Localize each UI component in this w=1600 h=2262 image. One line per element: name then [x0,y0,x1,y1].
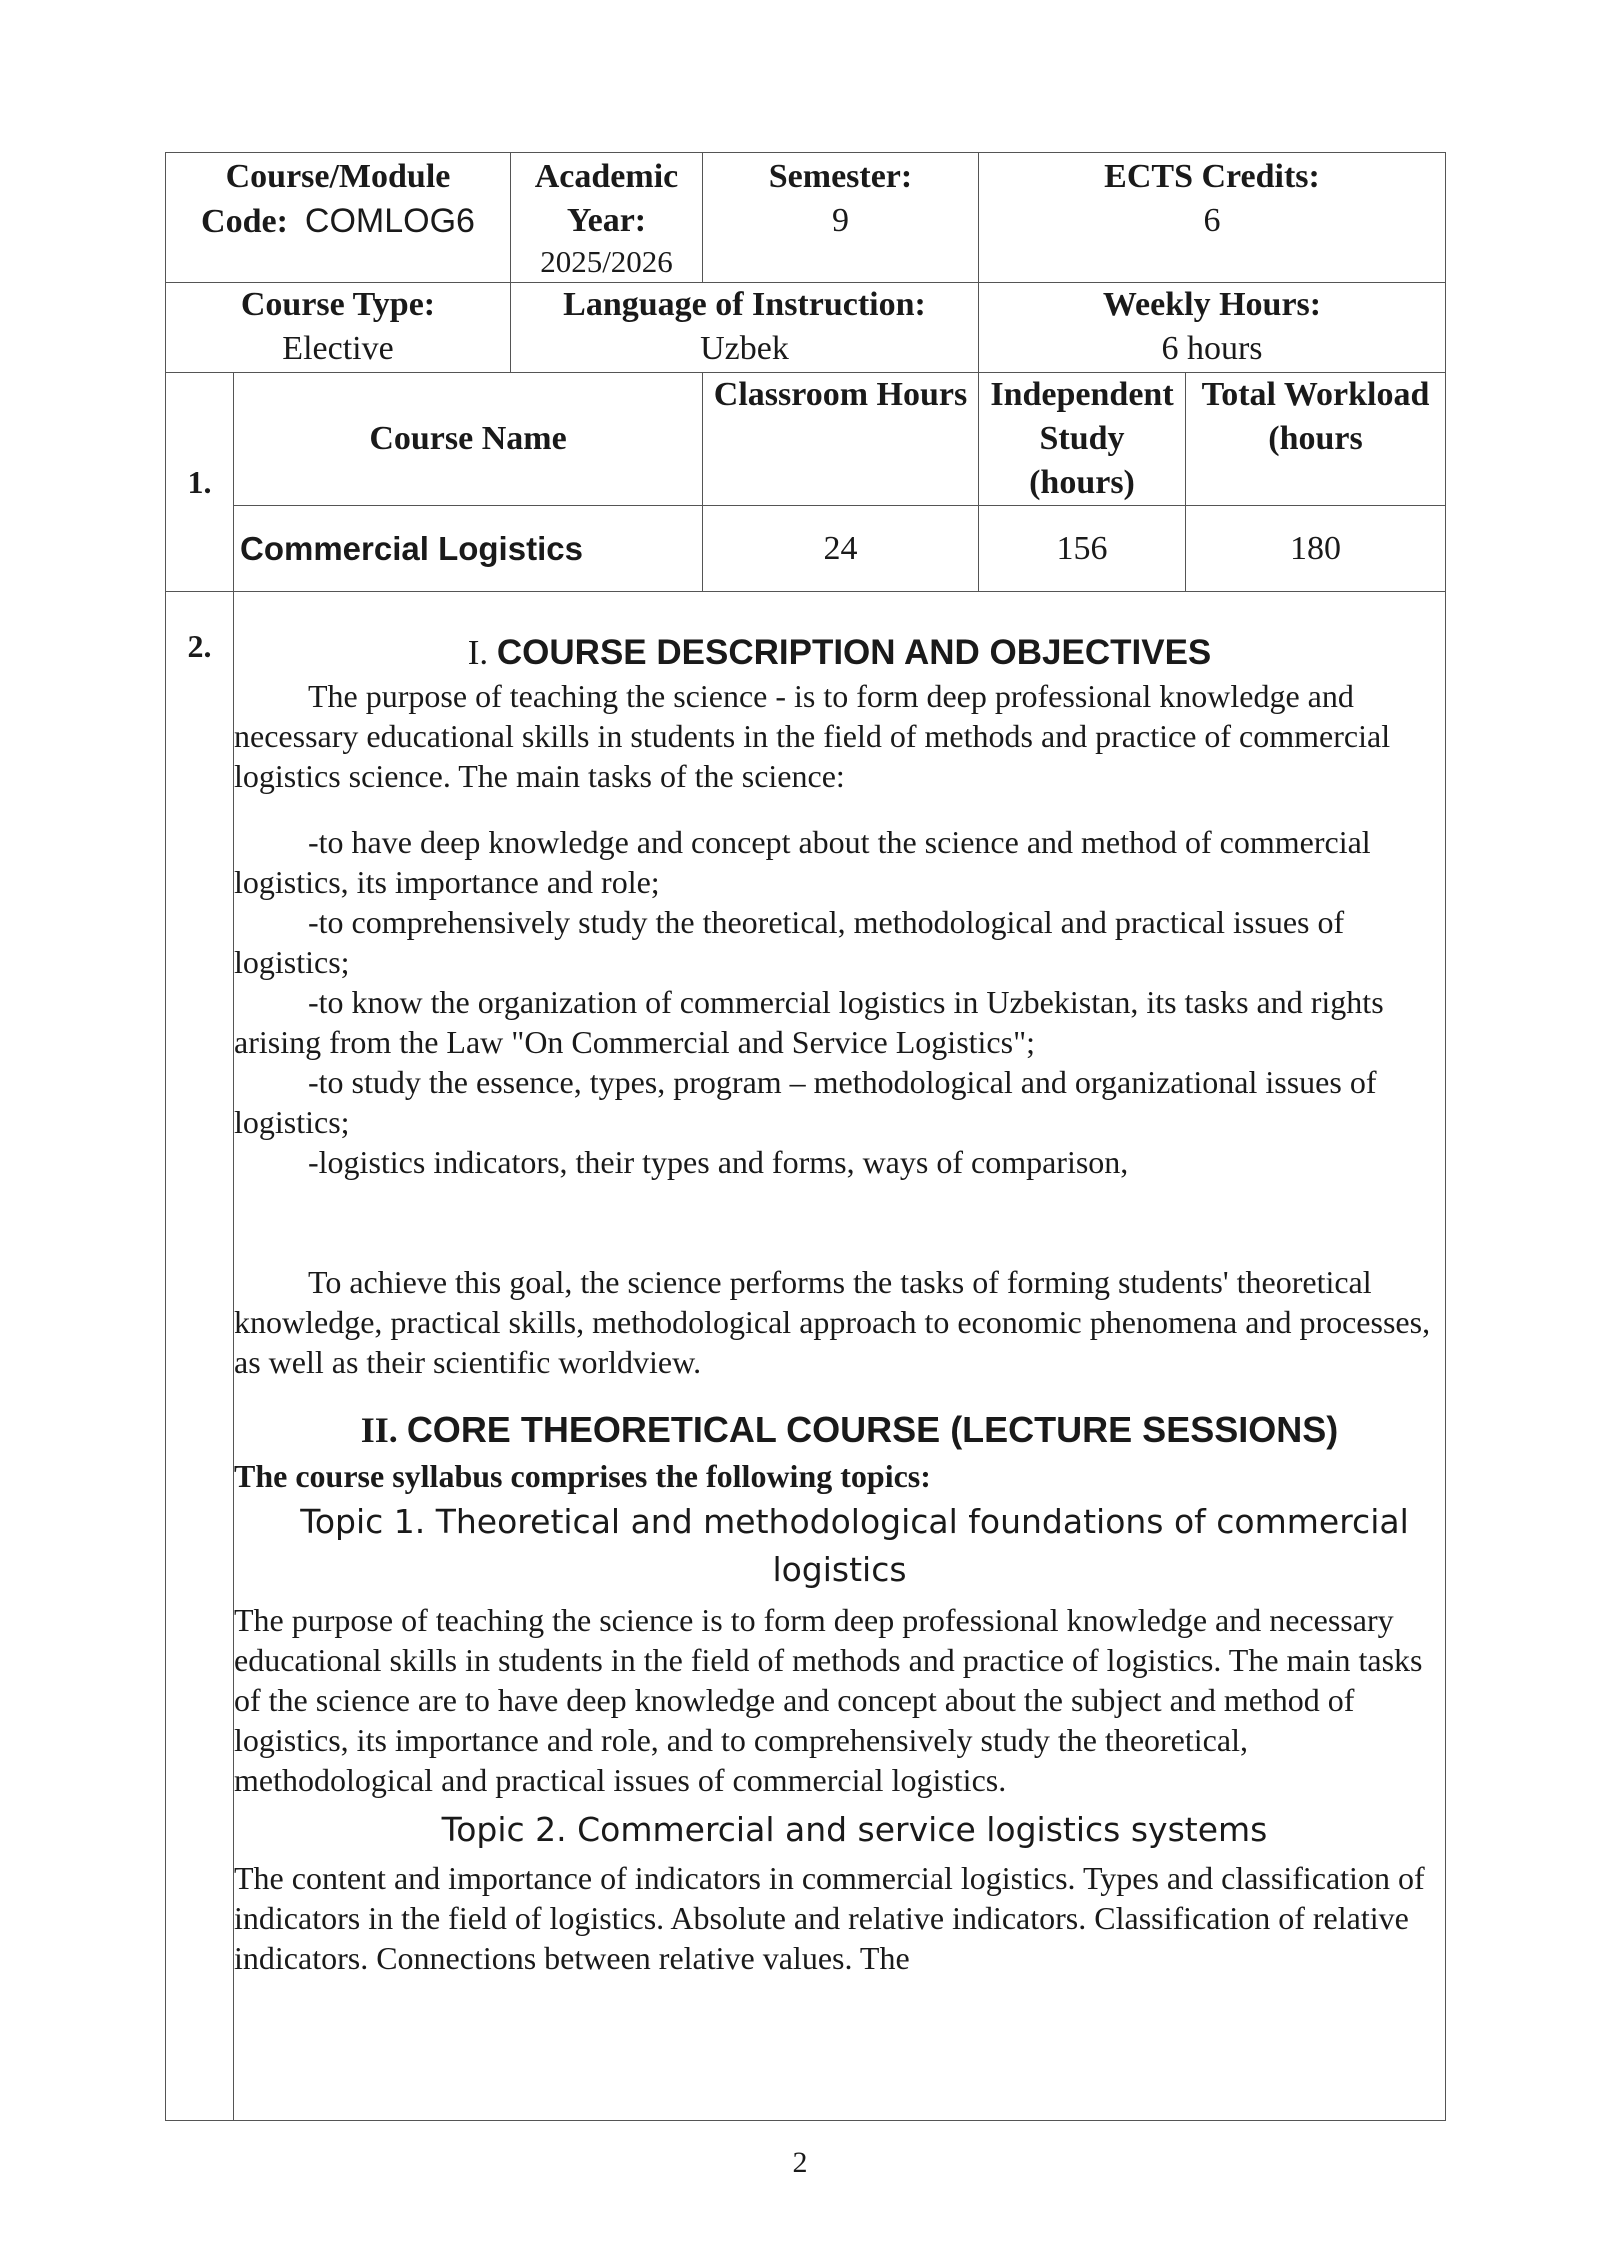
language-value: Uzbek [700,330,789,367]
page-number: 2 [792,2146,808,2179]
weekly-hours-label: Weekly Hours: [1102,286,1322,323]
topic2-title: Topic 2. Commercial and service logistics systems [441,1810,1268,1849]
course-code-prefix: Code: [201,203,288,240]
task-item-5: -logistics indicators, their types and forms, ways of comparison, [308,1144,1129,1180]
academic-year-label: Academic [534,158,679,195]
topic2-text: The content and importance of indicators in commercial logistics. Types and classification of indicators in the field of logistics. Absolute and relative indicators. Classification of relative indicators. Connections between relative values. The [234,1860,1425,1976]
task-item-1: -to have deep knowledge and concept about the science and method of commercial logistics, its importance and role; [234,824,1371,900]
course-type-value: Elective [282,330,394,367]
weekly-hours-cell [979,283,1446,373]
section1-header-row [166,373,1446,506]
course-type-label: Course Type: [240,286,436,323]
col-total-workload [1186,373,1446,506]
header-row-1 [166,153,1446,283]
language-label: Language of Instruction: [563,286,926,323]
intro-paragraph: The purpose of teaching the science - is to form deep professional knowledge and necessary educational skills in students in the field of methods and practice of commercial logistics science. The main tasks of the science: [234,678,1391,794]
course-code-value: COMLOG6 [304,202,475,240]
ects-cell [979,153,1446,283]
col-independent-line1: Independent [990,376,1174,413]
col-course-name: Course Name [234,373,703,506]
col-independent-line3: (hours) [1029,464,1135,501]
col-total-line2: (hours [1268,420,1363,457]
heading1-roman: I. [467,633,489,672]
independent-hours-value: 156 [979,506,1186,592]
course-type-cell [166,283,511,373]
task-item-4: -to study the essence, types, program – methodological and organizational issues of logistics; [234,1064,1377,1140]
classroom-hours-value: 24 [703,506,979,592]
heading2-roman: II. [360,1410,398,1450]
section1-number: 1. [166,373,234,592]
col-total-line1: Total Workload [1201,376,1430,413]
section2-number: 2. [166,592,234,2121]
col-classroom-hours: Classroom Hours [703,373,979,506]
heading2-text: CORE THEORETICAL COURSE (LECTURE SESSIONS) [406,1409,1339,1450]
syllabus-table [165,152,1446,2121]
task-item-3: -to know the organization of commercial logistics in Uzbekistan, its tasks and rights arising from the Law "On Commercial and Service Logistics"; [234,984,1384,1060]
section2-content [234,592,1446,2121]
academic-year-cell [511,153,703,283]
syllabus-page [165,152,1445,2121]
total-hours-value: 180 [1186,506,1446,592]
ects-label: ECTS Credits: [1104,158,1320,195]
header-row-2 [166,283,1446,373]
section1-values-row [166,506,1446,592]
heading-core-course [234,1406,1445,1454]
task-item-2: -to comprehensively study the theoretical, methodological and practical issues of logistics; [234,904,1345,980]
syllabus-intro: The course syllabus comprises the following topics: [234,1458,931,1494]
heading1-text: COURSE DESCRIPTION AND OBJECTIVES [496,633,1212,672]
language-cell [511,283,979,373]
semester-value: 9 [832,202,849,239]
semester-cell [703,153,979,283]
course-code-label: Course/Module [225,158,451,195]
section2-row [166,592,1446,2121]
goal-paragraph: To achieve this goal, the science performs the tasks of forming students' theoretical knowledge, practical skills, methodological approach to economic phenomena and processes, as well as their scientific worldview. [234,1264,1431,1380]
heading-course-description [234,630,1445,676]
academic-year-label-2: Year: [566,202,647,239]
col-independent-study [979,373,1186,506]
course-name-value: Commercial Logistics [234,506,703,592]
semester-label: Semester: [768,158,913,195]
topic1-text: The purpose of teaching the science is to form deep professional knowledge and necessary educational skills in students in the field of methods and practice of logistics. The main tasks of the science are to have deep knowledge and concept about the subject and method of logistics, its importance and role, and to comprehensively study the theoretical, methodological and practical issues of commercial logistics. [234,1602,1423,1798]
topic1-title-line2: logistics [772,1550,907,1589]
weekly-hours-value: 6 hours [1161,330,1263,367]
topic1-title-line1: Topic 1. Theoretical and methodological foundations of commercial [300,1502,1409,1541]
ects-value: 6 [1203,202,1221,239]
course-code-cell [166,153,511,283]
academic-year-value: 2025/2026 [540,244,673,279]
col-independent-line2: Study [1039,420,1125,457]
